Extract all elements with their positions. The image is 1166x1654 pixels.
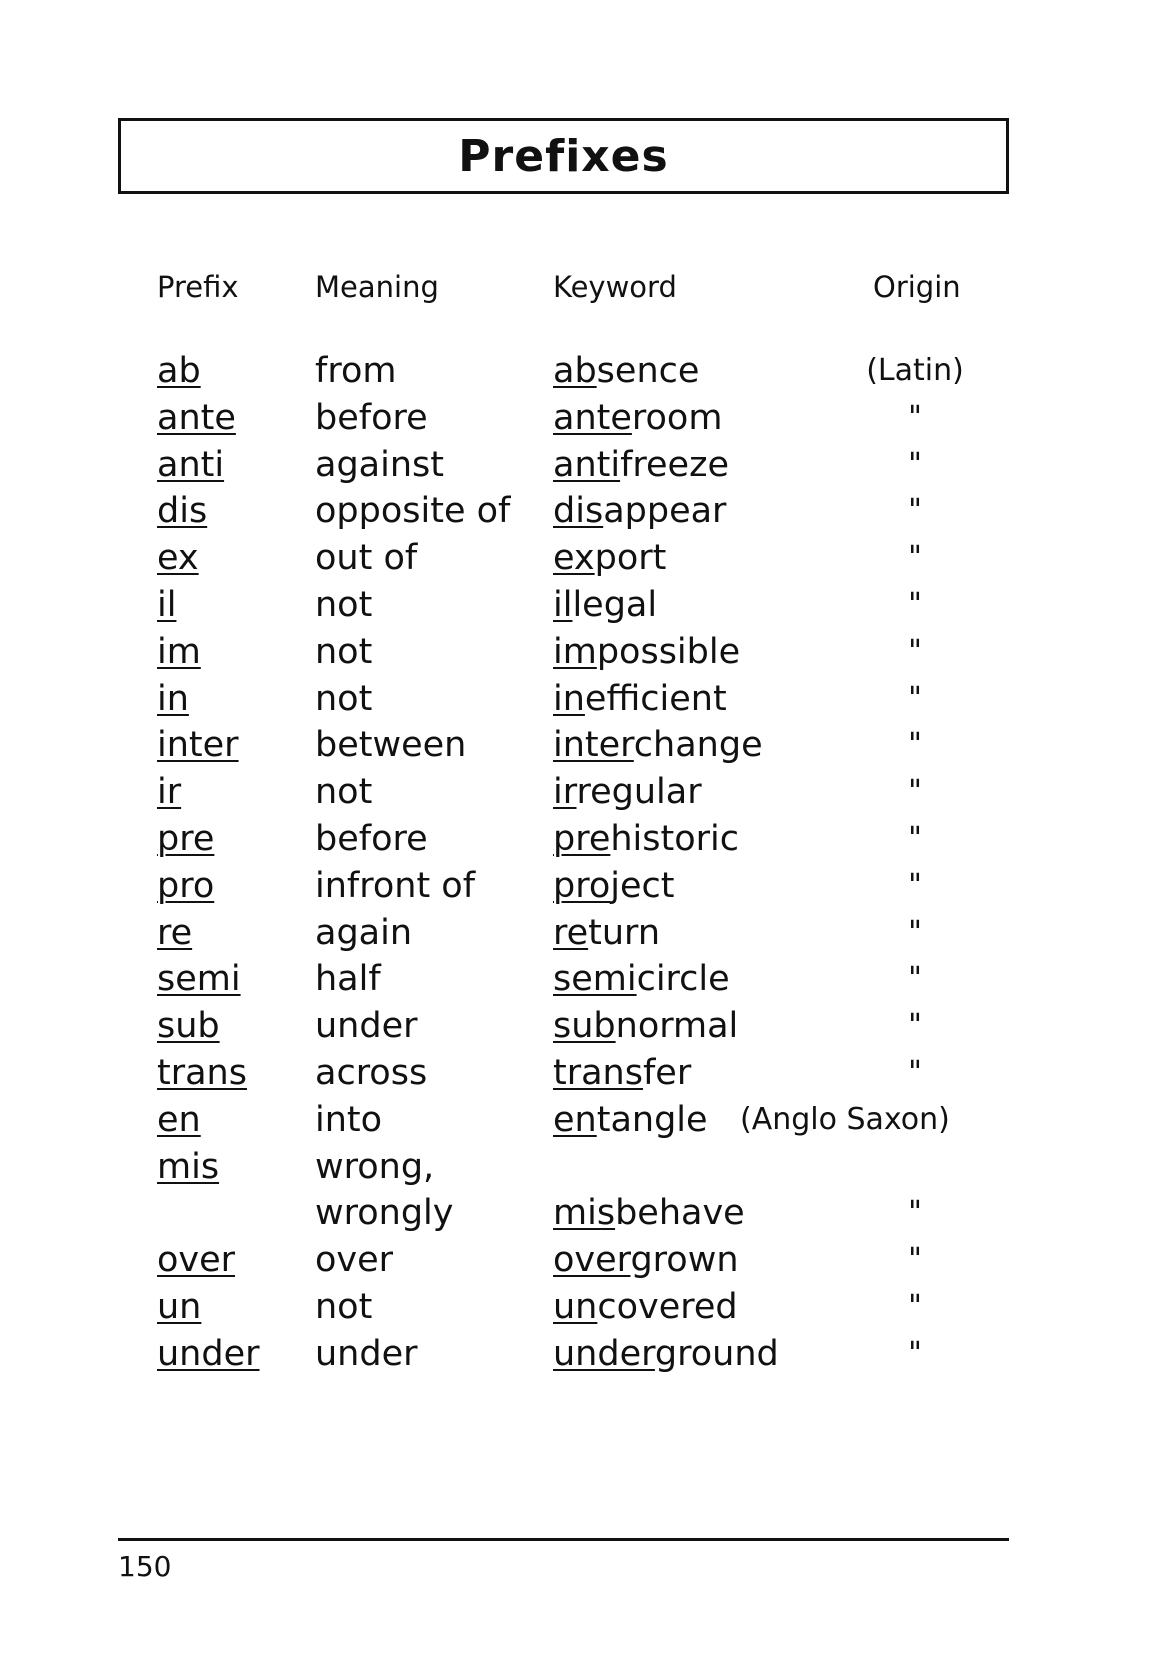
keyword-rest: normal: [615, 1006, 739, 1047]
meaning-cell: [315, 488, 510, 535]
keyword-cell: [553, 676, 727, 723]
meaning-cell: [315, 676, 372, 723]
page-number: 150: [118, 1550, 172, 1583]
origin-cell: ": [908, 1288, 922, 1324]
keyword-rest: freeze: [620, 444, 729, 485]
origin-cell: (Latin): [866, 353, 964, 388]
prefix-cell: over: [157, 1240, 236, 1281]
meaning-cell: [315, 769, 372, 816]
prefix-cell: ante: [157, 397, 236, 438]
meaning-line: opposite of: [315, 491, 511, 532]
meaning-cell: [315, 863, 475, 910]
keyword-rest: room: [631, 397, 723, 438]
keyword-rest: covered: [597, 1286, 738, 1327]
prefix-cell: un: [157, 1286, 202, 1327]
keyword-cell: [553, 769, 702, 816]
meaning-line: half: [315, 959, 381, 1000]
keyword-prefix: ex: [553, 538, 595, 579]
table-row: [0, 816, 1166, 863]
meaning-line: before: [315, 397, 428, 438]
prefix-cell: semi: [157, 959, 241, 1000]
keyword-cell: [553, 722, 763, 769]
meaning-cell: [315, 1050, 427, 1097]
keyword-cell: [553, 348, 699, 395]
prefix-cell: anti: [157, 444, 225, 485]
keyword-rest: change: [633, 725, 763, 766]
keyword-cell: [553, 863, 675, 910]
origin-cell: ": [908, 961, 922, 997]
meaning-line: against: [315, 444, 444, 485]
meaning-line: from: [315, 351, 397, 391]
table-row: [0, 769, 1166, 816]
meaning-cell: [315, 1331, 418, 1378]
keyword-cell: [553, 1190, 745, 1237]
prefix-cell: pre: [157, 818, 215, 859]
keyword-cell: [553, 395, 722, 442]
table-row: [0, 1237, 1166, 1284]
table-row: [0, 535, 1166, 582]
prefix-cell: ab: [157, 351, 201, 391]
table-row: [0, 863, 1166, 910]
keyword-rest: circle: [636, 959, 730, 1000]
prefix-cell: mis: [157, 1146, 220, 1187]
origin-cell: ": [908, 914, 922, 950]
origin-cell: (Anglo Saxon): [740, 1101, 950, 1137]
meaning-cell: [315, 442, 444, 489]
meaning-line: out of: [315, 538, 418, 579]
meaning-cell: [315, 910, 412, 957]
keyword-prefix: pre: [553, 818, 611, 859]
meaning-cell: [315, 956, 381, 1003]
meaning-cell: [315, 1144, 454, 1238]
keyword-rest: efficient: [584, 678, 727, 719]
origin-cell: ": [908, 633, 922, 669]
table-row: [0, 1284, 1166, 1331]
origin-cell: ": [908, 1054, 922, 1090]
keyword-prefix: il: [553, 584, 573, 625]
keyword-cell: [553, 442, 729, 489]
origin-cell: ": [908, 774, 922, 810]
keyword-cell: [553, 629, 740, 676]
keyword-cell: [553, 488, 726, 535]
header-meaning: Meaning: [315, 270, 439, 304]
keyword-rest: appear: [603, 491, 727, 532]
keyword-prefix: under: [553, 1333, 655, 1374]
meaning-line: not: [315, 772, 373, 813]
meaning-line: again: [315, 912, 413, 953]
keyword-rest: sence: [596, 351, 700, 391]
keyword-cell: [553, 1097, 708, 1144]
meaning-line: before: [315, 818, 428, 859]
keyword-cell: [553, 1331, 779, 1378]
table-row: [0, 488, 1166, 535]
keyword-rest: ground: [654, 1333, 779, 1374]
keyword-prefix: mis: [553, 1193, 616, 1234]
keyword-rest: legal: [572, 584, 658, 625]
table-row: [0, 348, 1166, 395]
table-row: [0, 442, 1166, 489]
table-row: [0, 722, 1166, 769]
keyword-cell: [553, 816, 739, 863]
keyword-prefix: in: [553, 678, 585, 719]
origin-cell: ": [908, 399, 922, 435]
table-row: [0, 910, 1166, 957]
title-box: [118, 118, 1009, 194]
origin-cell: ": [908, 727, 922, 763]
keyword-cell: [553, 910, 660, 957]
table-row: [0, 676, 1166, 723]
meaning-line: not: [315, 631, 373, 672]
meaning-line: under: [315, 1333, 418, 1374]
keyword-cell: [553, 1050, 691, 1097]
table-row: [0, 1144, 1166, 1238]
origin-cell: ": [908, 446, 922, 482]
origin-cell: ": [908, 493, 922, 529]
meaning-line: not: [315, 584, 373, 625]
keyword-rest: tangle: [596, 1099, 708, 1140]
keyword-prefix: ante: [553, 397, 632, 438]
keyword-rest: port: [594, 538, 667, 579]
meaning-line: not: [315, 1286, 373, 1327]
prefix-cell: in: [157, 678, 189, 719]
table-row: [0, 1003, 1166, 1050]
keyword-rest: turn: [588, 912, 661, 953]
keyword-prefix: inter: [553, 725, 634, 766]
table-row: [0, 1097, 1166, 1144]
origin-cell: ": [908, 680, 922, 716]
meaning-line: into: [315, 1099, 383, 1140]
keyword-rest: possible: [596, 631, 741, 672]
meaning-line: wrongly: [315, 1193, 454, 1234]
meaning-cell: [315, 629, 372, 676]
keyword-rest: grown: [630, 1240, 739, 1281]
table-row: [0, 1331, 1166, 1378]
table-row: [0, 395, 1166, 442]
keyword-prefix: re: [553, 912, 589, 953]
footer-divider: [118, 1538, 1009, 1541]
meaning-cell: [315, 535, 417, 582]
keyword-prefix: pro: [553, 865, 611, 906]
keyword-cell: [553, 535, 666, 582]
meaning-cell: [315, 1003, 418, 1050]
prefix-cell: under: [157, 1333, 260, 1374]
keyword-cell: [553, 582, 657, 629]
meaning-line: across: [315, 1052, 428, 1093]
origin-cell: ": [908, 820, 922, 856]
keyword-prefix: en: [553, 1099, 597, 1140]
header-keyword: Keyword: [553, 270, 677, 304]
keyword-prefix: un: [553, 1286, 598, 1327]
meaning-cell: [315, 1097, 382, 1144]
prefix-cell: sub: [157, 1006, 220, 1047]
keyword-cell: [553, 1284, 738, 1331]
meaning-line: not: [315, 678, 373, 719]
table-row: [0, 629, 1166, 676]
meaning-cell: [315, 395, 428, 442]
meaning-cell: [315, 816, 428, 863]
prefix-cell: dis: [157, 491, 208, 532]
prefix-cell: pro: [157, 865, 215, 906]
keyword-prefix: anti: [553, 444, 621, 485]
prefix-cell: im: [157, 631, 201, 672]
origin-cell: ": [908, 867, 922, 903]
prefix-table: [0, 348, 1166, 1378]
meaning-line: over: [315, 1240, 394, 1281]
meaning-line: between: [315, 725, 467, 766]
keyword-prefix: semi: [553, 959, 637, 1000]
meaning-line: wrong,: [315, 1146, 435, 1187]
header-prefix: Prefix: [157, 270, 239, 304]
keyword-rest: behave: [615, 1193, 745, 1234]
meaning-cell: [315, 582, 372, 629]
meaning-cell: [315, 1237, 393, 1284]
meaning-cell: [315, 348, 396, 395]
keyword-prefix: ab: [553, 351, 597, 391]
meaning-cell: [315, 722, 466, 769]
prefix-cell: il: [157, 584, 177, 625]
prefix-cell: ir: [157, 772, 182, 813]
origin-cell: ": [908, 1335, 922, 1371]
keyword-cell: [553, 1237, 739, 1284]
prefix-cell: inter: [157, 725, 239, 766]
origin-cell: ": [908, 1195, 922, 1231]
keyword-prefix: dis: [553, 491, 604, 532]
page-title: Prefixes: [458, 130, 669, 182]
keyword-rest: historic: [610, 818, 740, 859]
table-row: [0, 1050, 1166, 1097]
keyword-prefix: over: [553, 1240, 631, 1281]
keyword-cell: [553, 956, 730, 1003]
keyword-rest: regular: [576, 772, 702, 813]
origin-cell: ": [908, 1008, 922, 1044]
origin-cell: ": [908, 540, 922, 576]
header-origin: Origin: [873, 270, 961, 304]
keyword-rest: fer: [642, 1052, 692, 1093]
table-header: [0, 270, 1166, 310]
keyword-prefix: ir: [553, 772, 577, 813]
prefix-cell: re: [157, 912, 193, 953]
prefix-cell: trans: [157, 1052, 247, 1093]
table-row: [0, 956, 1166, 1003]
keyword-rest: ject: [610, 865, 675, 906]
origin-cell: ": [908, 586, 922, 622]
keyword-prefix: im: [553, 631, 597, 672]
prefix-cell: en: [157, 1099, 201, 1140]
meaning-line: under: [315, 1006, 418, 1047]
keyword-prefix: sub: [553, 1006, 616, 1047]
keyword-prefix: trans: [553, 1052, 643, 1093]
prefix-cell: ex: [157, 538, 199, 579]
origin-cell: ": [908, 1242, 922, 1278]
meaning-line: infront of: [315, 865, 476, 906]
meaning-cell: [315, 1284, 372, 1331]
table-row: [0, 582, 1166, 629]
keyword-cell: [553, 1003, 738, 1050]
